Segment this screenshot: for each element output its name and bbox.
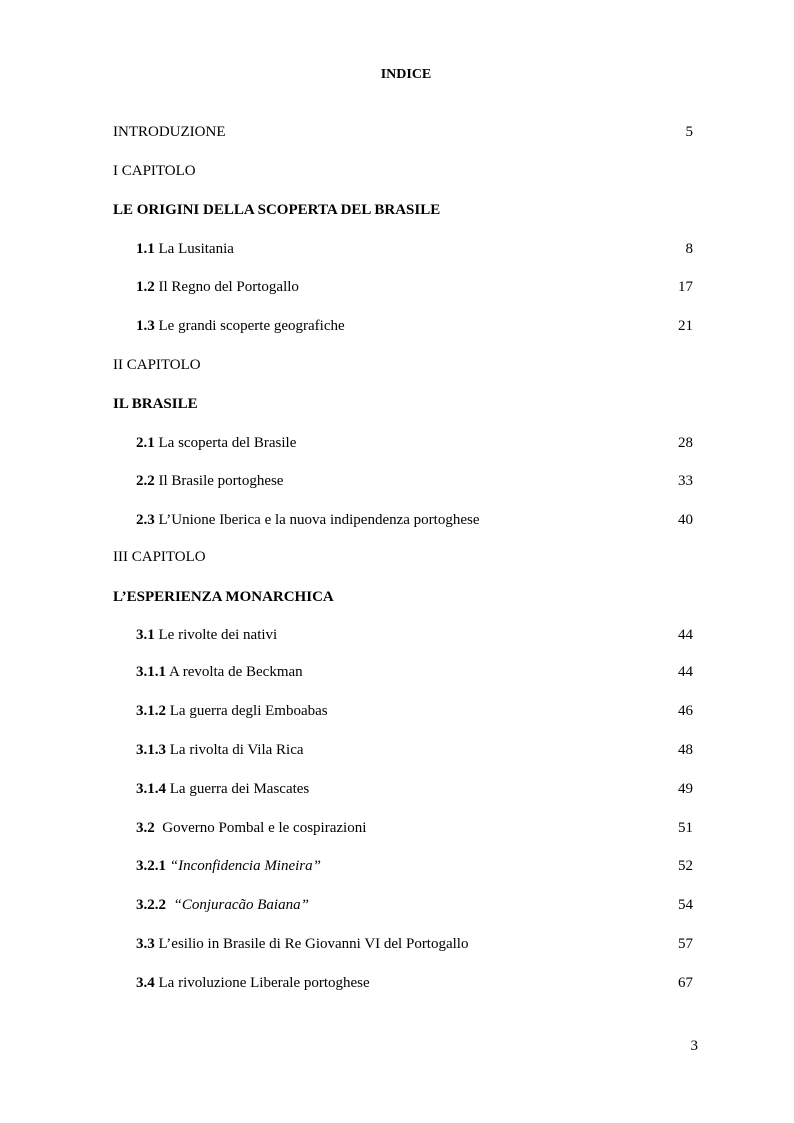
toc-entry-3-1-2[interactable] xyxy=(136,701,693,721)
chapter-label-text: III CAPITOLO xyxy=(113,549,206,565)
toc-entry-page: 28 xyxy=(678,435,693,451)
chapter-heading-1[interactable] xyxy=(113,200,693,220)
toc-entry-number: 2.2 xyxy=(136,473,155,489)
toc-entry-number: 2.1 xyxy=(136,435,155,451)
toc-entry-3-2-2[interactable] xyxy=(136,895,693,915)
page-number: 3 xyxy=(690,1038,698,1054)
toc-entry-number: 3.1.3 xyxy=(136,742,166,758)
toc-entry-title: L’esilio in Brasile di Re Giovanni VI del Portogallo xyxy=(158,936,469,952)
toc-entry-3-2[interactable] xyxy=(136,818,693,838)
toc-entry-3-1-1[interactable] xyxy=(136,662,693,682)
toc-entry-number: 3.1.2 xyxy=(136,703,166,719)
chapter-heading-3[interactable] xyxy=(113,587,693,607)
toc-entry-page: 48 xyxy=(678,742,693,758)
toc-entry-1-2[interactable] xyxy=(136,277,693,297)
toc-entry-3-1-4[interactable] xyxy=(136,779,693,799)
toc-entry-page: 67 xyxy=(678,975,693,991)
toc-entry-title: L’Unione Iberica e la nuova indipendenza portoghese xyxy=(158,512,480,528)
chapter-heading-text: IL BRASILE xyxy=(113,396,198,412)
toc-entry-2-1[interactable] xyxy=(136,433,693,453)
toc-entry-number: 1.1 xyxy=(136,241,155,257)
toc-entry-3-1-3[interactable] xyxy=(136,740,693,760)
toc-entry-1-1[interactable] xyxy=(136,239,693,259)
toc-entry-introduzione[interactable] xyxy=(113,122,693,142)
toc-entry-title: Le rivolte dei nativi xyxy=(158,627,278,643)
toc-entry-title: Il Brasile portoghese xyxy=(158,473,284,489)
toc-entry-page: 54 xyxy=(678,897,693,913)
toc-entry-number: 3.1.4 xyxy=(136,781,166,797)
toc-entry-page: 44 xyxy=(678,664,693,680)
toc-entry-title: La guerra dei Mascates xyxy=(169,781,310,797)
toc-entry-page: 46 xyxy=(678,703,693,719)
chapter-heading-2[interactable] xyxy=(113,394,693,414)
toc-entry-page: 33 xyxy=(678,473,693,489)
chapter-heading-text: L’ESPERIENZA MONARCHICA xyxy=(113,589,334,605)
toc-entry-page: 17 xyxy=(678,279,693,295)
toc-entry-page: 52 xyxy=(678,858,693,874)
toc-entry-title: “Inconfidencia Mineira” xyxy=(169,858,321,874)
toc-entry-title: Governo Pombal e le cospirazioni xyxy=(162,820,367,836)
toc-entry-page: 57 xyxy=(678,936,693,952)
toc-entry-page: 21 xyxy=(678,318,693,334)
toc-entry-title: Le grandi scoperte geografiche xyxy=(158,318,345,334)
toc-entry-title: La Lusitania xyxy=(158,241,234,257)
toc-entry-title: INTRODUZIONE xyxy=(113,124,226,140)
toc-entry-title: “Conjuracão Baiana” xyxy=(173,897,309,913)
toc-entry-number: 3.2.2 xyxy=(136,897,166,913)
toc-entry-title: La scoperta del Brasile xyxy=(158,435,297,451)
toc-entry-page: 8 xyxy=(685,241,693,257)
toc-entry-number: 1.2 xyxy=(136,279,155,295)
toc-entry-3-4[interactable] xyxy=(136,973,693,993)
toc-entry-number: 3.3 xyxy=(136,936,155,952)
toc-entry-title: La rivolta di Vila Rica xyxy=(169,742,304,758)
toc-entry-page: 51 xyxy=(678,820,693,836)
chapter-label-text: II CAPITOLO xyxy=(113,357,201,373)
toc-entry-number: 3.1.1 xyxy=(136,664,166,680)
toc-entry-2-2[interactable] xyxy=(136,471,693,491)
toc-entry-number: 1.3 xyxy=(136,318,155,334)
toc-entry-page: 40 xyxy=(678,512,693,528)
chapter-label-text: I CAPITOLO xyxy=(113,163,196,179)
toc-entry-number: 2.3 xyxy=(136,512,155,528)
toc-entry-number: 3.1 xyxy=(136,627,155,643)
toc-entry-number: 3.2.1 xyxy=(136,858,166,874)
toc-entry-title: A revolta de Beckman xyxy=(168,664,303,680)
page-title: INDICE xyxy=(380,67,432,82)
toc-entry-page: 44 xyxy=(678,627,693,643)
toc-entry-page: 5 xyxy=(685,124,693,140)
toc-entry-2-3[interactable] xyxy=(136,510,693,530)
chapter-label-2 xyxy=(113,355,693,375)
chapter-label-1 xyxy=(113,161,693,181)
chapter-heading-text: LE ORIGINI DELLA SCOPERTA DEL BRASILE xyxy=(113,202,441,218)
toc-entry-number: 3.4 xyxy=(136,975,155,991)
toc-entry-3-2-1[interactable] xyxy=(136,856,693,876)
toc-entry-3-1[interactable] xyxy=(136,625,693,645)
toc-entry-page: 49 xyxy=(678,781,693,797)
chapter-label-3 xyxy=(113,547,693,567)
toc-entry-title: Il Regno del Portogallo xyxy=(158,279,299,295)
toc-entry-title: La rivoluzione Liberale portoghese xyxy=(158,975,370,991)
toc-entry-number: 3.2 xyxy=(136,820,155,836)
toc-entry-1-3[interactable] xyxy=(136,316,693,336)
toc-entry-title: La guerra degli Emboabas xyxy=(169,703,328,719)
toc-entry-3-3[interactable] xyxy=(136,934,693,954)
